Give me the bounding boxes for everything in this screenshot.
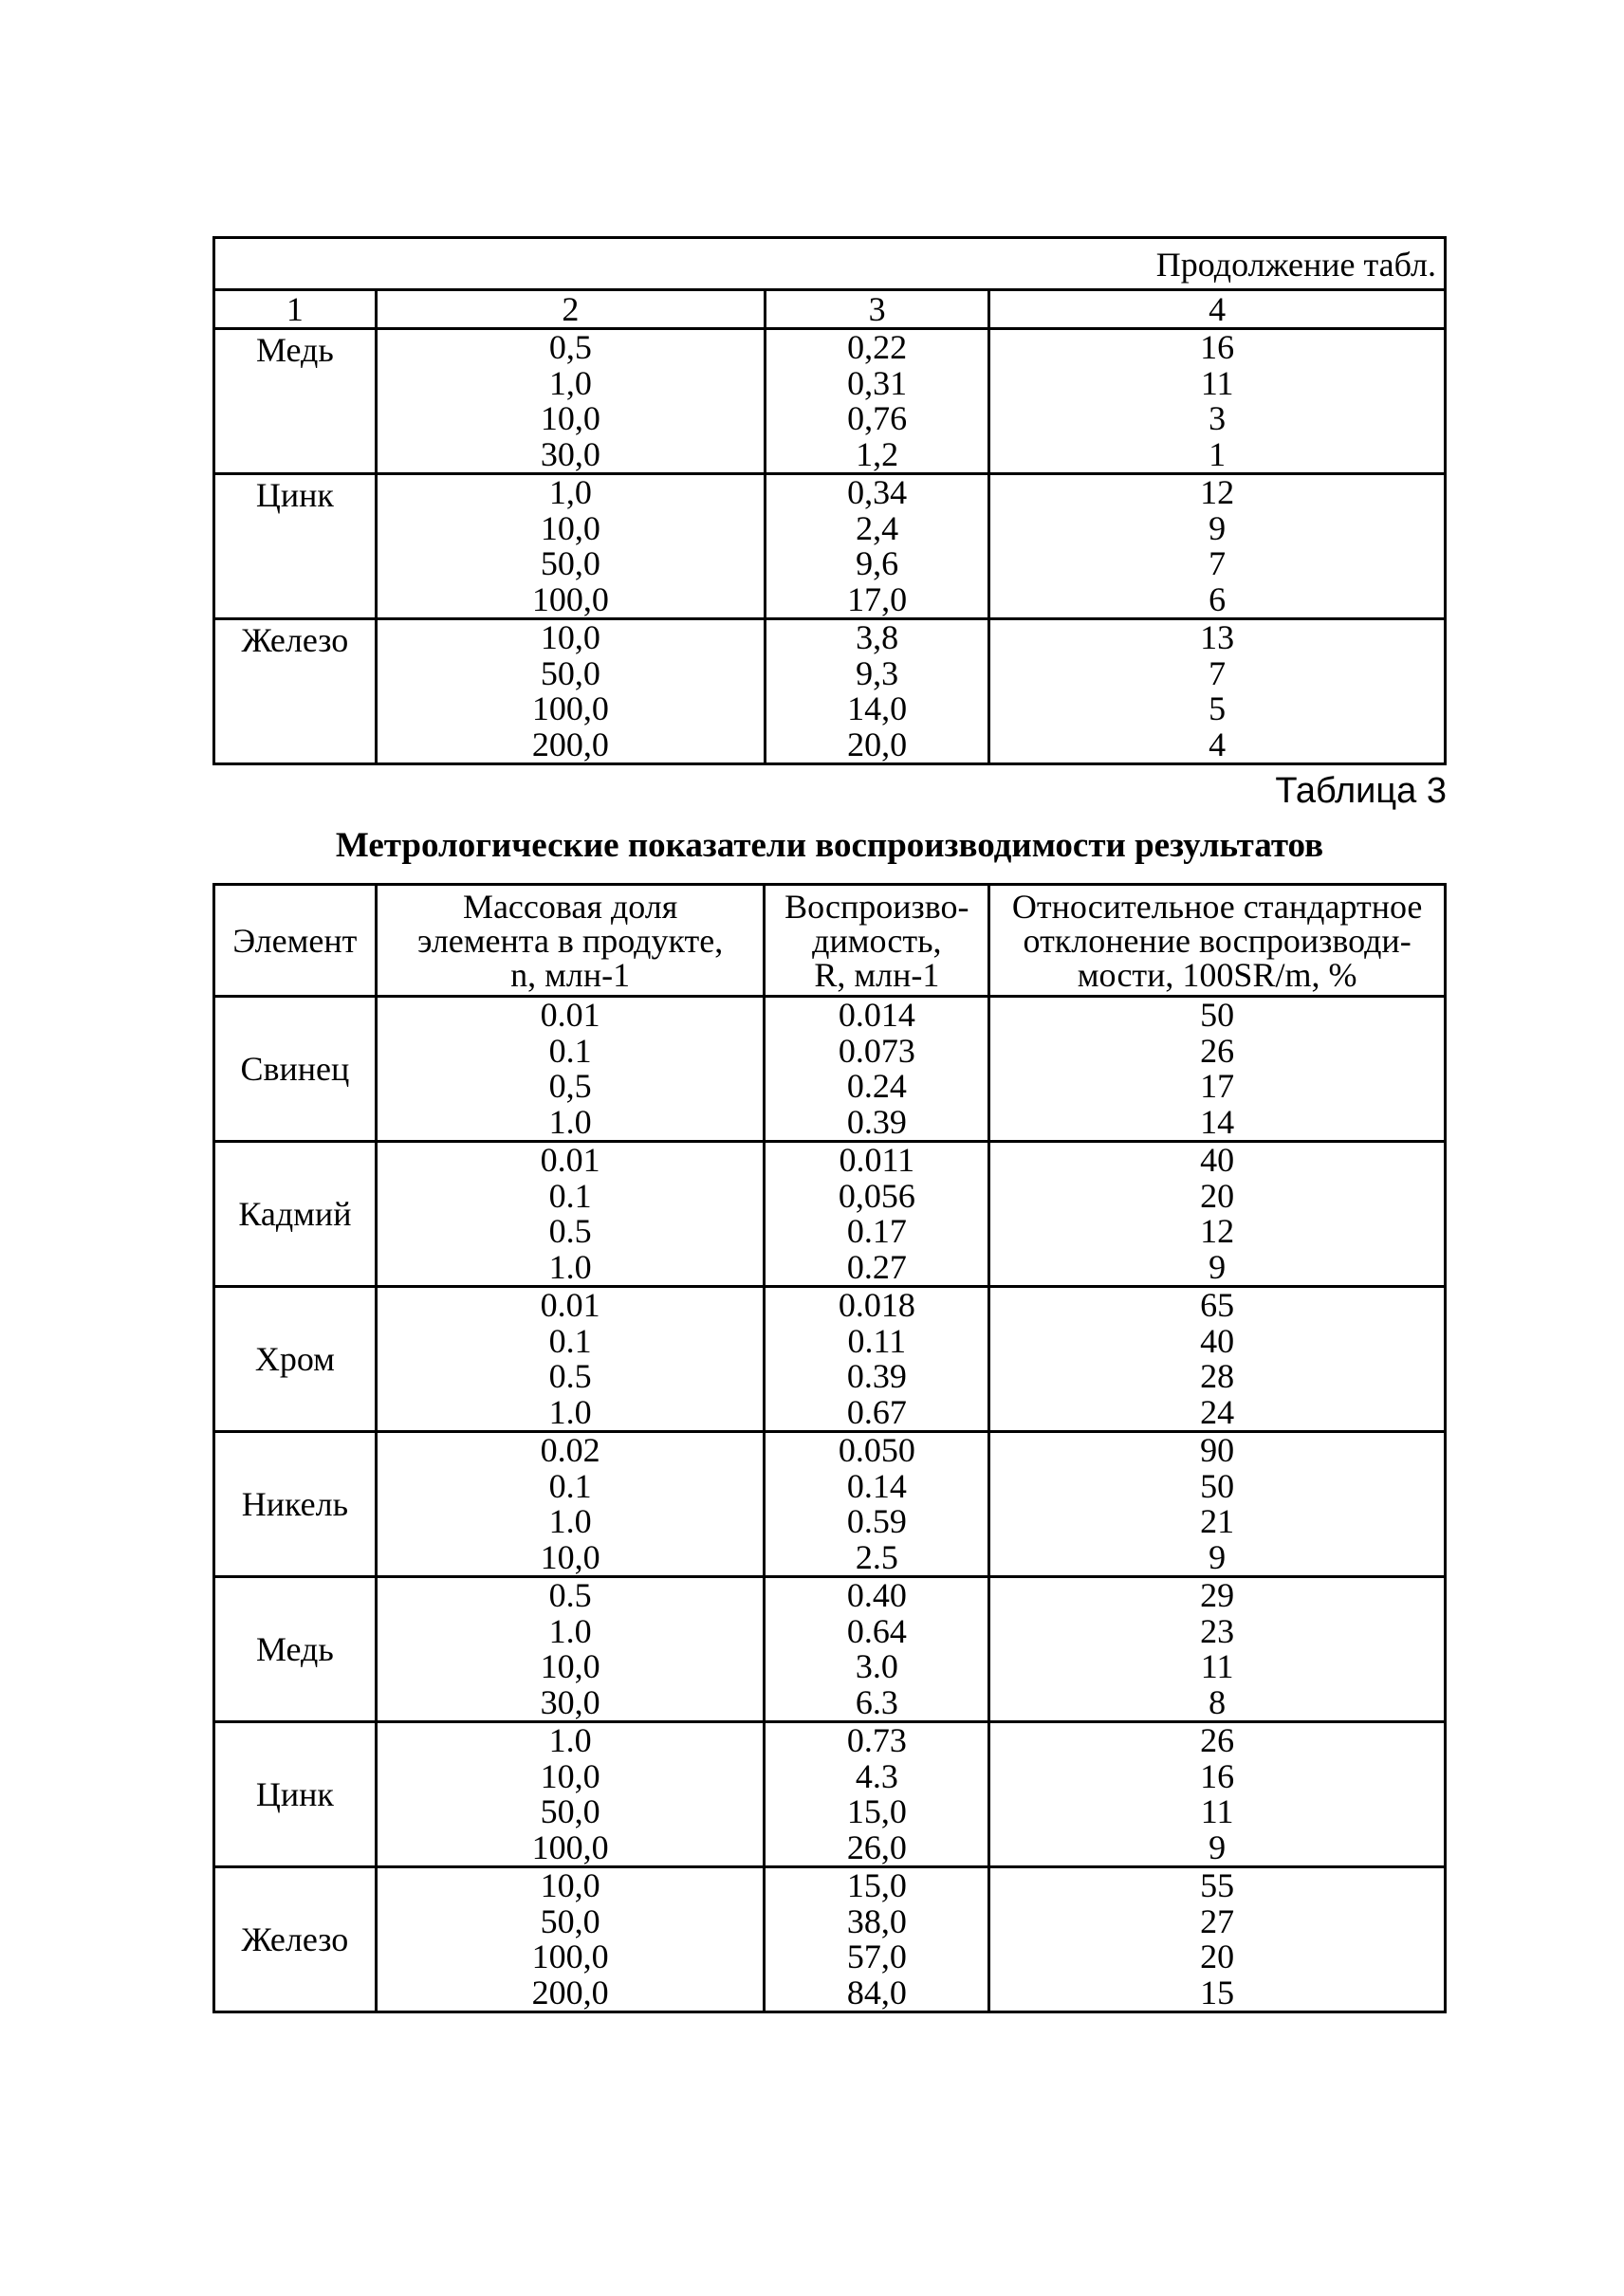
- header-line: Воспроизво-: [784, 887, 969, 926]
- value: 12: [1200, 1212, 1235, 1250]
- table-number: Таблица 3: [1275, 771, 1447, 811]
- value: 0.5: [548, 1357, 592, 1395]
- element-row-group: [214, 1142, 1446, 1287]
- value: 1,2: [856, 434, 899, 473]
- value: 9: [1209, 1828, 1227, 1866]
- value: 0.1: [548, 1176, 592, 1215]
- value: 21: [1200, 1502, 1235, 1540]
- value: 40: [1200, 1321, 1235, 1360]
- value: 3.0: [855, 1647, 898, 1685]
- header-line: димость,: [812, 921, 942, 960]
- element-row-group: [214, 1722, 1446, 1867]
- value: 23: [1200, 1611, 1235, 1650]
- value: 10,0: [540, 1756, 600, 1795]
- value: 9,6: [856, 544, 899, 582]
- value: 0,31: [847, 363, 908, 402]
- element-row-group: [214, 1287, 1446, 1432]
- value: 11: [1200, 363, 1234, 402]
- element-name: Железо: [214, 1867, 377, 2012]
- value: 0,5: [548, 328, 592, 366]
- header-relative-deviation: [989, 885, 1446, 997]
- value: 38,0: [846, 1901, 907, 1940]
- value: 0,76: [847, 399, 908, 437]
- value-cell: [989, 619, 1446, 764]
- element-row-group: [214, 1867, 1446, 2012]
- value: 1,0: [548, 473, 592, 511]
- value: 17,0: [847, 579, 908, 618]
- value: 26: [1200, 1721, 1235, 1759]
- value: 10,0: [540, 1647, 600, 1685]
- value: 0.014: [838, 996, 915, 1034]
- value-cell: [376, 1722, 765, 1867]
- value: 3,8: [856, 618, 899, 656]
- element-row-group: [214, 1577, 1446, 1722]
- value-cell: [376, 1867, 765, 2012]
- reproducibility-table-body: [214, 997, 1446, 2012]
- value: 30,0: [540, 1682, 600, 1721]
- element-row-group: [214, 1432, 1446, 1577]
- header-line: Массовая доля: [462, 887, 678, 926]
- value: 0.01: [540, 1141, 600, 1179]
- element-name: Медь: [214, 1577, 377, 1722]
- value-cell: [765, 329, 988, 474]
- value-cell: [376, 474, 765, 619]
- header-line: отклонение воспроизводи-: [1023, 921, 1412, 960]
- value: 0.11: [847, 1321, 907, 1360]
- value: 100,0: [531, 689, 609, 727]
- value: 6.3: [855, 1682, 898, 1721]
- value-cell: [765, 1722, 989, 1867]
- value: 11: [1200, 1647, 1234, 1685]
- value: 0.17: [846, 1212, 907, 1250]
- value: 1.0: [548, 1392, 592, 1431]
- element-row-group: [214, 619, 1446, 764]
- value: 27: [1200, 1901, 1235, 1940]
- value-cell: [765, 1577, 989, 1722]
- reproducibility-table: [212, 883, 1447, 2013]
- value: 0.1: [548, 1031, 592, 1070]
- value: 1.0: [548, 1102, 592, 1141]
- value: 13: [1200, 618, 1235, 656]
- value-cell: [765, 997, 989, 1142]
- element-name: Медь: [214, 329, 377, 474]
- header-reproducibility: [765, 885, 989, 997]
- value: 0.02: [540, 1431, 600, 1469]
- value-cell: [989, 1722, 1446, 1867]
- value: 20,0: [847, 725, 908, 763]
- value: 90: [1200, 1431, 1235, 1469]
- column-number: 3: [765, 290, 988, 329]
- value-cell: [765, 1287, 989, 1432]
- value: 50: [1200, 996, 1235, 1034]
- value: 0,22: [847, 328, 908, 366]
- value-cell: [989, 1142, 1446, 1287]
- value: 14: [1200, 1102, 1235, 1141]
- value: 0.011: [839, 1141, 915, 1179]
- column-number: 4: [989, 290, 1446, 329]
- value: 100,0: [531, 579, 609, 618]
- value: 50: [1200, 1466, 1235, 1505]
- column-number: 1: [214, 290, 377, 329]
- value: 57,0: [846, 1938, 907, 1975]
- value: 7: [1209, 544, 1227, 582]
- value: 1.0: [548, 1502, 592, 1540]
- value: 15: [1200, 1973, 1235, 2011]
- value: 8: [1209, 1682, 1227, 1721]
- value: 0.59: [846, 1502, 907, 1540]
- value: 100,0: [531, 1828, 609, 1866]
- value-cell: [989, 1287, 1446, 1432]
- value: 50,0: [540, 1901, 600, 1940]
- value: 0.24: [846, 1067, 907, 1105]
- value-cell: [376, 1432, 765, 1577]
- value: 0.39: [846, 1357, 907, 1395]
- column-number: 2: [376, 290, 765, 329]
- value: 0.1: [548, 1466, 592, 1505]
- value: 10,0: [540, 1537, 600, 1576]
- value: 14,0: [847, 689, 908, 727]
- element-row-group: [214, 997, 1446, 1142]
- value: 30,0: [540, 434, 600, 473]
- value: 26: [1200, 1031, 1235, 1070]
- value: 4.3: [855, 1756, 898, 1795]
- value: 6: [1209, 579, 1227, 618]
- value: 0.27: [846, 1247, 907, 1286]
- value: 200,0: [531, 1973, 609, 2011]
- value: 2.5: [855, 1537, 898, 1576]
- element-name: Никель: [214, 1432, 377, 1577]
- value: 65: [1200, 1286, 1235, 1324]
- value: 15,0: [846, 1866, 907, 1904]
- value: 10,0: [540, 399, 600, 437]
- value: 0,34: [847, 473, 908, 511]
- value: 0.39: [846, 1102, 907, 1141]
- value-cell: [765, 619, 988, 764]
- value: 0.64: [846, 1611, 907, 1650]
- value: 29: [1200, 1576, 1235, 1614]
- value: 0.018: [838, 1286, 915, 1324]
- value: 17: [1200, 1067, 1235, 1105]
- continuation-table-body: [214, 329, 1446, 764]
- value: 0.01: [540, 996, 600, 1034]
- value: 10,0: [540, 508, 600, 547]
- value-cell: [989, 329, 1446, 474]
- value: 9: [1209, 508, 1227, 547]
- element-name: Кадмий: [214, 1142, 377, 1287]
- element-name: Цинк: [214, 474, 377, 619]
- value: 1: [1209, 434, 1227, 473]
- value: 40: [1200, 1141, 1235, 1179]
- value: 28: [1200, 1357, 1235, 1395]
- value-cell: [376, 997, 765, 1142]
- value: 2,4: [856, 508, 899, 547]
- header-row: [214, 885, 1446, 997]
- value: 16: [1200, 1756, 1235, 1795]
- value: 50,0: [540, 544, 600, 582]
- header-element: Элемент: [214, 885, 377, 997]
- value: 4: [1209, 725, 1227, 763]
- value: 9,3: [856, 653, 899, 692]
- value-cell: [376, 619, 765, 764]
- header-line: мости, 100SR/m, %: [1077, 955, 1357, 994]
- value: 10,0: [540, 618, 600, 656]
- continuation-caption: Продолжение табл.: [214, 238, 1446, 290]
- value: 1.0: [548, 1247, 592, 1286]
- element-name: Железо: [214, 619, 377, 764]
- value: 0.73: [846, 1721, 907, 1759]
- value: 12: [1200, 473, 1235, 511]
- value-cell: [376, 1142, 765, 1287]
- value: 84,0: [846, 1973, 907, 2011]
- value-cell: [376, 1577, 765, 1722]
- value: 0.5: [548, 1576, 592, 1614]
- value: 3: [1209, 399, 1227, 437]
- value: 0.073: [838, 1031, 915, 1070]
- value: 0.14: [846, 1466, 907, 1505]
- value: 26,0: [846, 1828, 907, 1866]
- element-name: Цинк: [214, 1722, 377, 1867]
- value: 0,056: [838, 1176, 915, 1215]
- header-line: R, млн-1: [814, 955, 940, 994]
- header-line: элемента в продукте,: [417, 921, 724, 960]
- element-row-group: [214, 329, 1446, 474]
- value-cell: [989, 1432, 1446, 1577]
- value: 20: [1200, 1938, 1235, 1975]
- value: 50,0: [540, 653, 600, 692]
- value: 100,0: [531, 1938, 609, 1975]
- header-line: n, млн-1: [510, 955, 631, 994]
- value: 0.050: [838, 1431, 915, 1469]
- value-cell: [765, 1142, 989, 1287]
- value: 1.0: [548, 1611, 592, 1650]
- value: 1.0: [548, 1721, 592, 1759]
- value-cell: [376, 329, 765, 474]
- element-row-group: [214, 474, 1446, 619]
- value: 0,5: [548, 1067, 592, 1105]
- value: 1,0: [548, 363, 592, 402]
- value: 11: [1200, 1792, 1234, 1830]
- value: 0.1: [548, 1321, 592, 1360]
- value: 7: [1209, 653, 1227, 692]
- element-name: Свинец: [214, 997, 377, 1142]
- value-cell: [989, 1867, 1446, 2012]
- table-title: Метрологические показатели воспроизводимости результатов: [335, 826, 1324, 865]
- header-line: Относительное стандартное: [1011, 887, 1423, 926]
- value: 55: [1200, 1866, 1235, 1904]
- value: 200,0: [531, 725, 609, 763]
- continuation-table: [212, 236, 1447, 765]
- header-mass-fraction: [376, 885, 765, 997]
- value: 9: [1209, 1537, 1227, 1576]
- value-cell: [765, 474, 988, 619]
- value: 16: [1200, 328, 1235, 366]
- value-cell: [989, 474, 1446, 619]
- value: 10,0: [540, 1866, 600, 1904]
- value-cell: [765, 1867, 989, 2012]
- value: 20: [1200, 1176, 1235, 1215]
- value: 0.40: [846, 1576, 907, 1614]
- value: 0.01: [540, 1286, 600, 1324]
- value: 0.5: [548, 1212, 592, 1250]
- value: 5: [1209, 689, 1227, 727]
- value-cell: [989, 1577, 1446, 1722]
- value: 24: [1200, 1392, 1235, 1431]
- value: 0.67: [846, 1392, 907, 1431]
- value-cell: [989, 997, 1446, 1142]
- value-cell: [376, 1287, 765, 1432]
- value: 50,0: [540, 1792, 600, 1830]
- value-cell: [765, 1432, 989, 1577]
- value: 15,0: [846, 1792, 907, 1830]
- element-name: Хром: [214, 1287, 377, 1432]
- value: 9: [1209, 1247, 1227, 1286]
